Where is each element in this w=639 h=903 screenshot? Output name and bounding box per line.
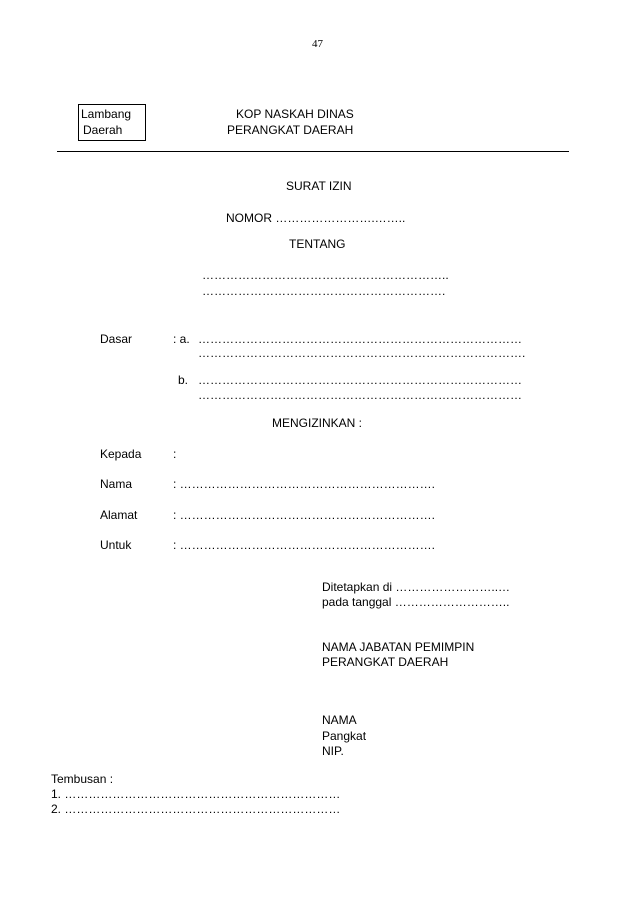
untuk-label: Untuk: [100, 538, 132, 552]
dasar-label: Dasar: [100, 332, 133, 346]
kepada-value: :: [173, 447, 177, 461]
kepada-label: Kepada: [100, 447, 142, 461]
tanggal-line: pada tanggal ………………………..: [322, 595, 510, 609]
page-number: 47: [312, 38, 323, 50]
nama-value: : ……………………………………………………….: [173, 477, 436, 491]
subject-line1: ……………………………………………………..: [202, 268, 449, 282]
tentang-label: TENTANG: [289, 237, 346, 251]
dasar-b-line1: ………………………………………………………………………: [198, 373, 522, 387]
dasar-b-prefix: b.: [178, 373, 189, 387]
nama-label: Nama: [100, 477, 133, 491]
emblem-label-line2: Daerah: [83, 123, 123, 137]
signer-nip: NIP.: [322, 744, 344, 758]
kop-line1: KOP NASKAH DINAS: [236, 107, 354, 121]
tembusan-item-1: 1. ……………………………………………………………: [51, 787, 341, 801]
dasar-b-line2: ………………………………………………………………………: [198, 388, 522, 402]
tembusan-label: Tembusan :: [51, 772, 114, 786]
subject-line2: …………………………………………………….: [202, 284, 446, 298]
mengizinkan-label: MENGIZINKAN :: [272, 416, 363, 430]
ditetapkan-line: Ditetapkan di ……………………..…: [322, 580, 511, 594]
dasar-a-prefix: : a.: [173, 332, 190, 346]
untuk-value: : ……………………………………………………….: [173, 538, 436, 552]
dasar-a-line1: ………………………………………………………………………: [198, 332, 522, 346]
dasar-a-line2: ……………………………………………………………………….: [198, 346, 526, 360]
jabatan-line1: NAMA JABATAN PEMIMPIN: [322, 640, 475, 654]
kop-line2: PERANGKAT DAERAH: [227, 123, 354, 137]
signer-name: NAMA: [322, 713, 357, 727]
letterhead-rule: [57, 151, 569, 152]
alamat-value: : ……………………………………………………….: [173, 508, 436, 522]
document-heading: SURAT IZIN: [286, 179, 352, 193]
emblem-label-line1: Lambang: [81, 107, 132, 121]
alamat-label: Alamat: [100, 508, 138, 522]
signer-rank: Pangkat: [322, 729, 367, 743]
tembusan-item-2: 2. ……………………………………………………………: [51, 802, 341, 816]
jabatan-line2: PERANGKAT DAERAH: [322, 655, 449, 669]
document-number: NOMOR …………………….……..: [226, 211, 406, 225]
